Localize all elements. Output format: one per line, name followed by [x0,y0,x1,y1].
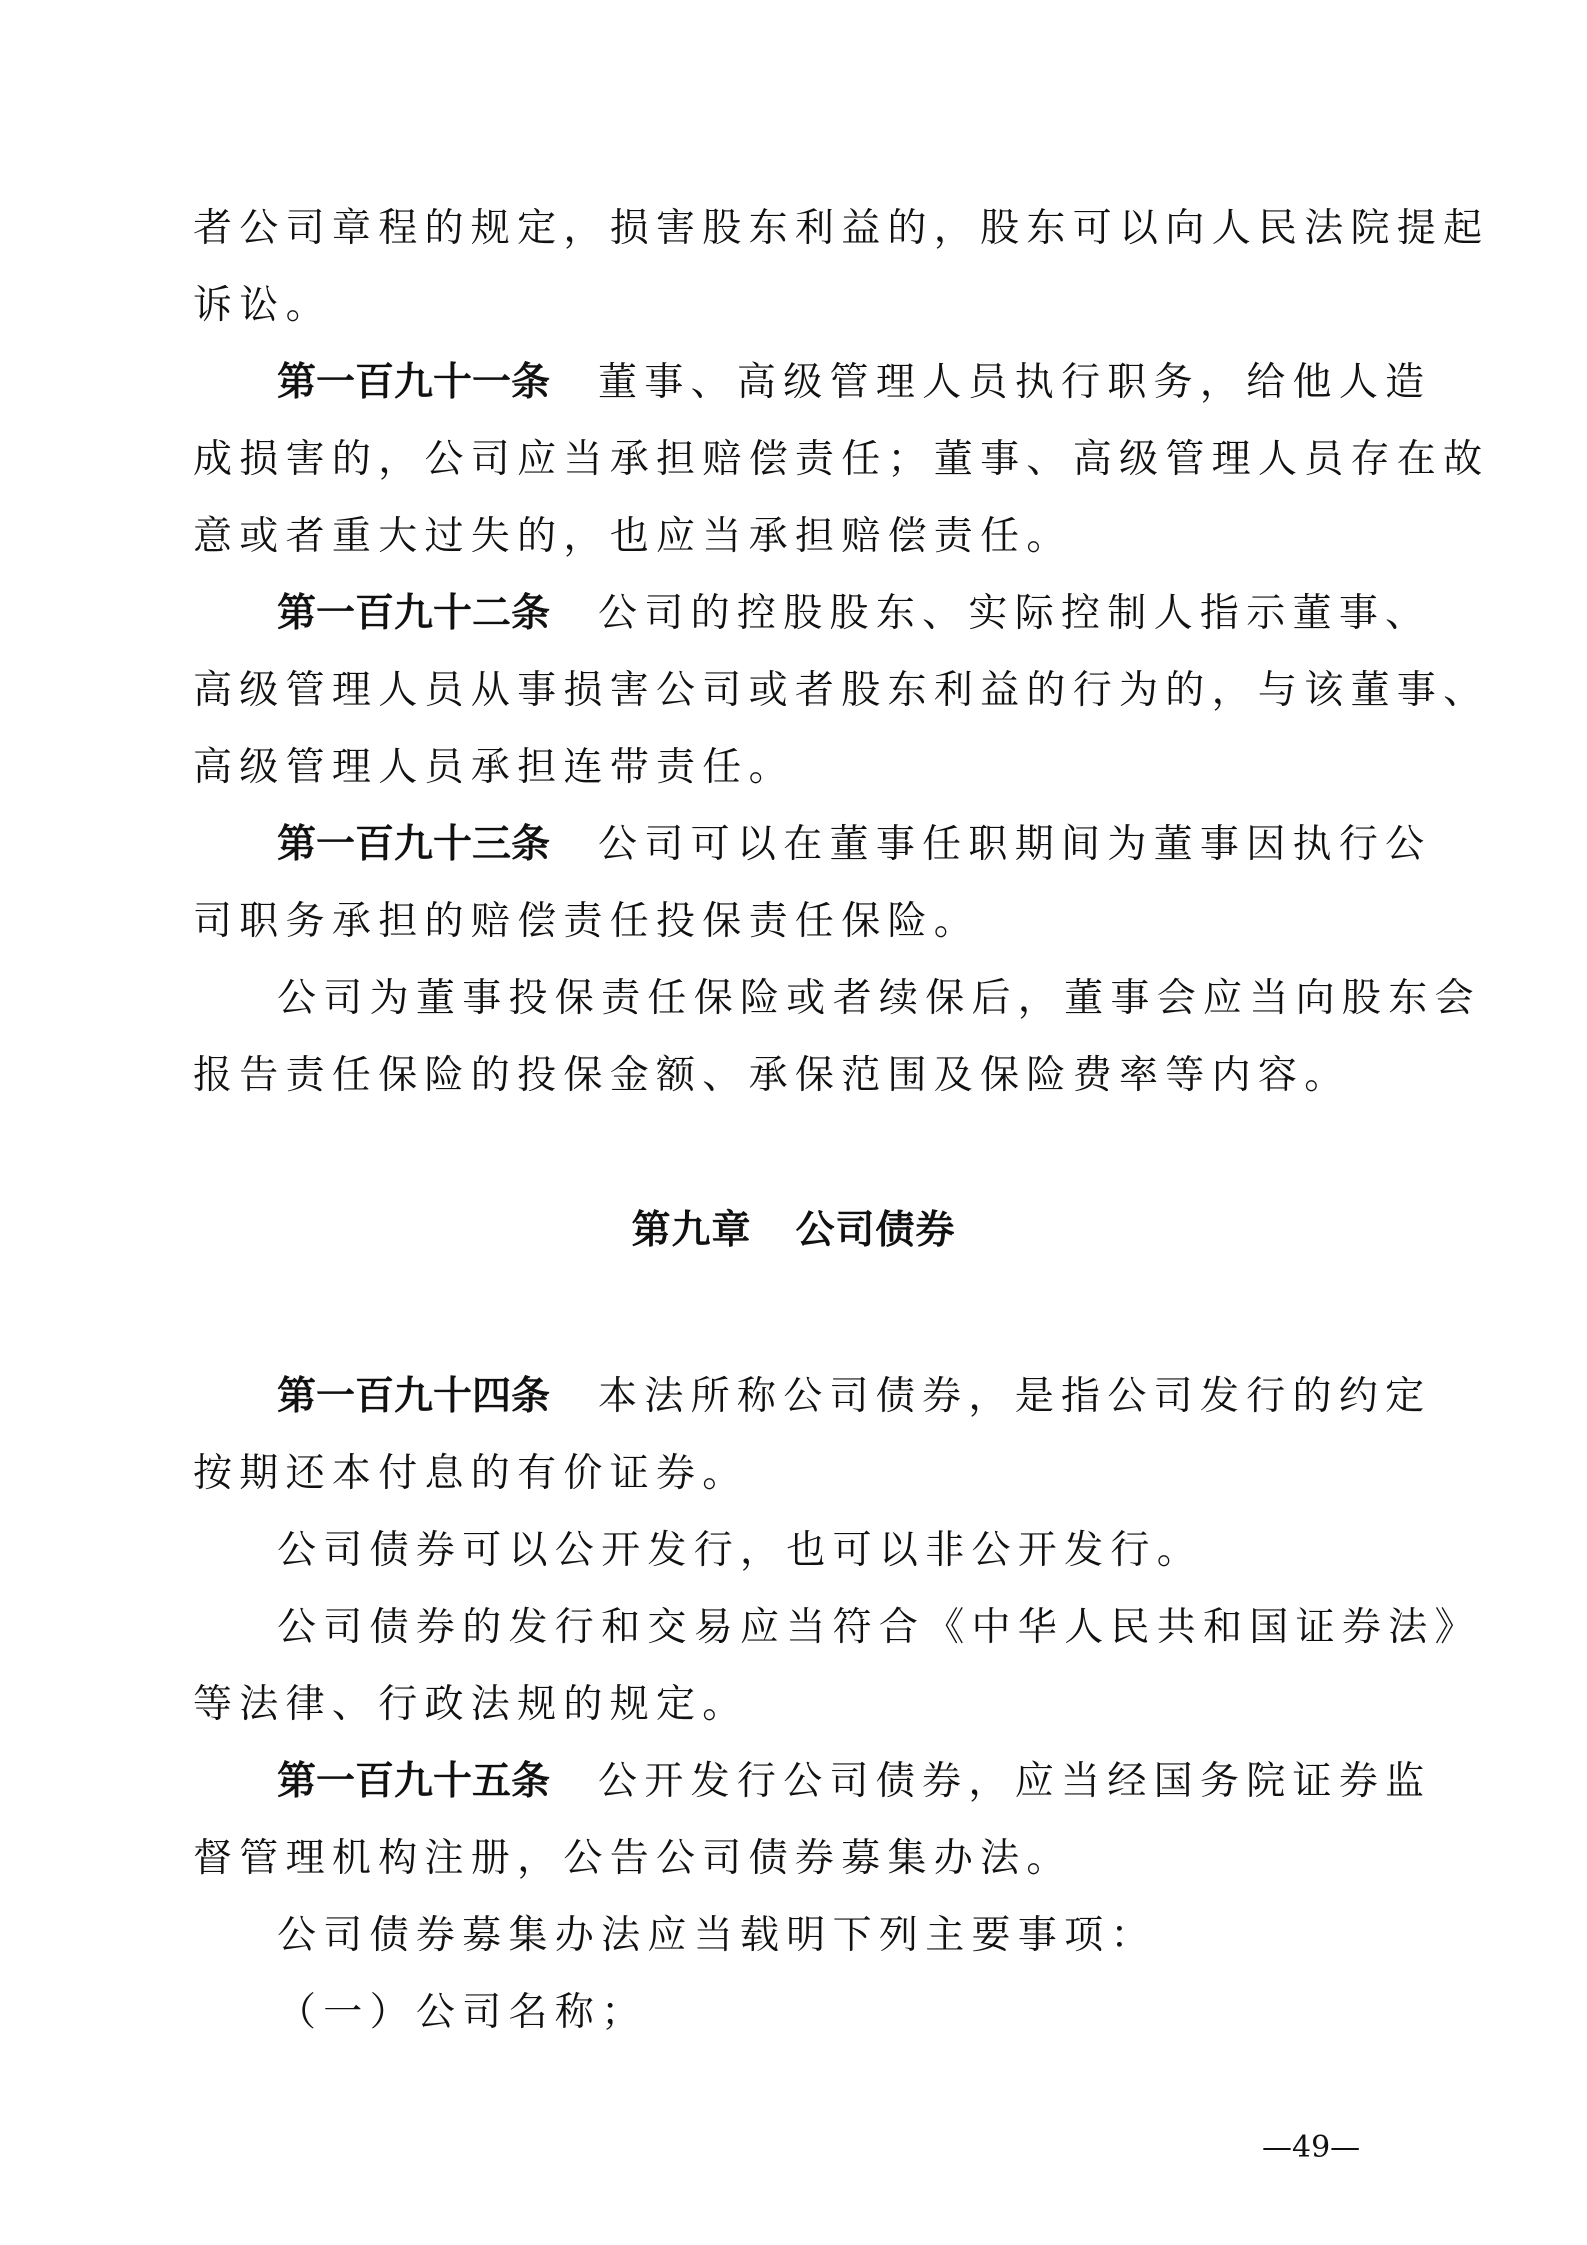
text-line [193,267,1383,344]
line-text: 公开发行公司债券，应当经国务院证券监 [598,1759,1432,1804]
line-text: 督管理机构注册，公告公司债券募集办法。 [193,1836,1073,1881]
chapter-heading [0,1192,1587,1269]
line-text: 本法所称公司债券，是指公司发行的约定 [598,1374,1432,1419]
text-line [193,883,1383,960]
line-text: 者公司章程的规定，损害股东利益的，股东可以向人民法院提起 [193,206,1490,251]
text-line [193,960,1481,1037]
text-line [193,1820,1383,1897]
line-text: 报告责任保险的投保金额、承保范围及保险费率等内容。 [193,1053,1351,1098]
line-text: 公司债券的发行和交易应当符合《中华人民共和国证券法》 [277,1605,1481,1650]
line-text: 高级管理人员承担连带责任。 [193,745,795,790]
line-text: 公司债券募集办法应当载明下列主要事项： [277,1913,1157,1958]
text-line [193,1974,1383,2051]
text-line [193,1743,1432,1820]
line-text: 按期还本付息的有价证券。 [193,1451,749,1496]
body-text-top [193,190,1490,1114]
article-number: 第一百九十五条 [277,1759,551,1804]
text-line [193,190,1490,267]
text-line [193,652,1490,729]
line-text: 成损害的，公司应当承担赔偿责任；董事、高级管理人员存在故 [193,437,1490,482]
chapter-title: 公司债券 [795,1208,956,1253]
text-line [193,344,1432,421]
text-line [193,1666,1383,1743]
text-line [193,1512,1383,1589]
line-text: 公司的控股股东、实际控制人指示董事、 [598,591,1432,636]
chapter-number: 第九章 [631,1208,752,1253]
text-line [193,421,1490,498]
text-line [193,1897,1383,1974]
line-text: 司职务承担的赔偿责任投保责任保险。 [193,899,981,944]
article-number: 第一百九十三条 [277,822,551,867]
text-line [193,729,1383,806]
text-line [193,1358,1432,1435]
line-text: 等法律、行政法规的规定。 [193,1682,749,1727]
line-text: 公司债券可以公开发行，也可以非公开发行。 [277,1528,1204,1573]
body-text-bottom [193,1358,1481,2051]
line-text: 董事、高级管理人员执行职务，给他人造 [598,360,1432,405]
article-number: 第一百九十一条 [277,360,551,405]
text-line [193,1037,1383,1114]
line-text: 公司为董事投保责任保险或者续保后，董事会应当向股东会 [277,976,1481,1021]
text-line [193,1435,1383,1512]
line-text: 诉讼。 [193,283,332,328]
text-line [193,1589,1481,1666]
line-text: 公司可以在董事任职期间为董事因执行公 [598,822,1432,867]
line-text: 高级管理人员从事损害公司或者股东利益的行为的，与该董事、 [193,668,1490,713]
article-number: 第一百九十四条 [277,1374,551,1419]
line-text: 意或者重大过失的，也应当承担赔偿责任。 [193,514,1073,559]
line-text: （一）公司名称； [277,1990,648,2035]
text-line [193,806,1432,883]
article-number: 第一百九十二条 [277,591,551,636]
text-line [193,498,1383,575]
page-number: —49— [1262,2130,1361,2165]
text-line [193,575,1432,652]
